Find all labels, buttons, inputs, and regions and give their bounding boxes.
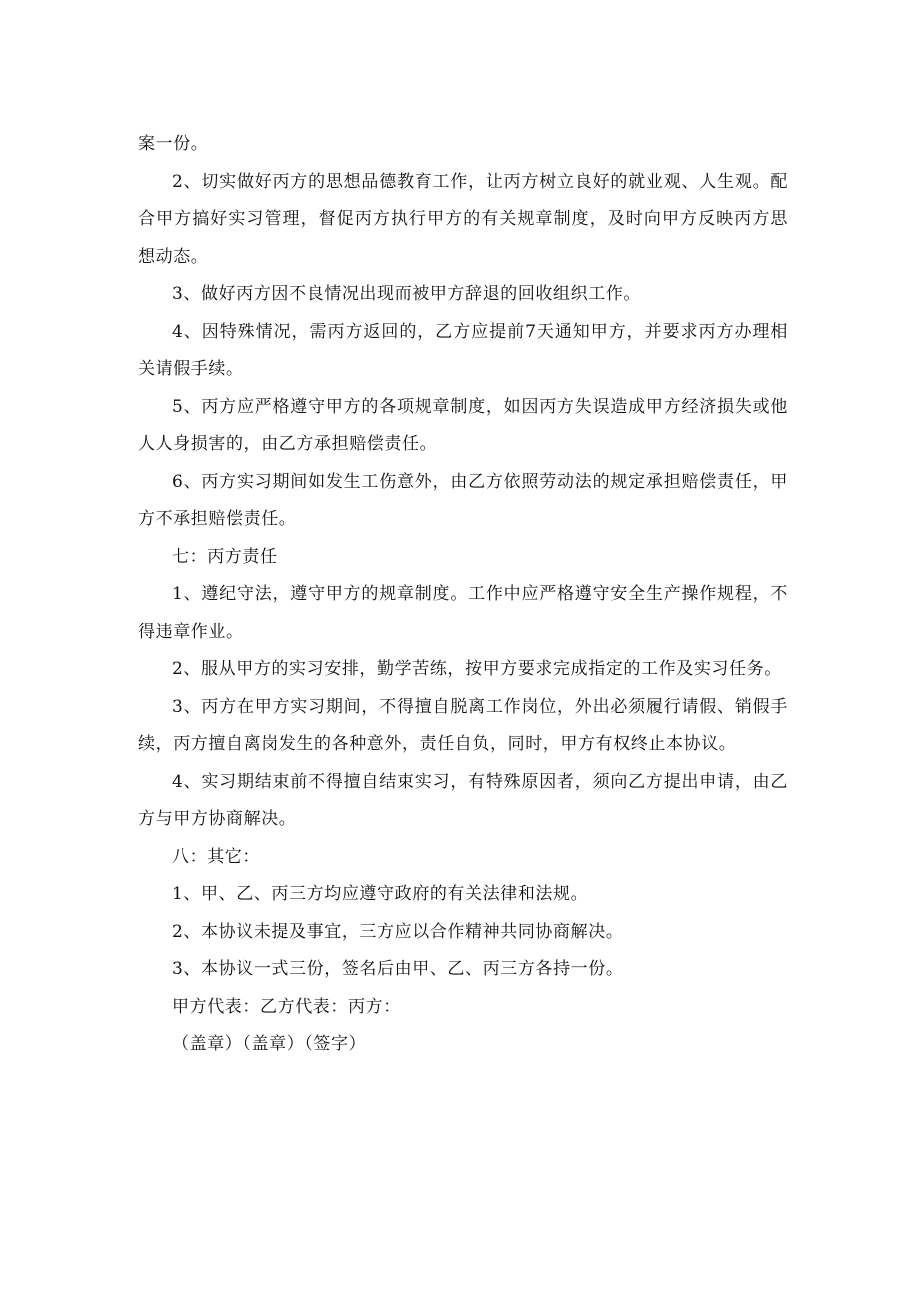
paragraph-section7-clause-3: 3、丙方在甲方实习期间，不得擅自脱离工作岗位，外出必须履行请假、销假手续，丙方擅自离岗发生的各种意外，责任自负，同时，甲方有权终止本协议。: [138, 696, 788, 754]
paragraph-continuation: 案一份。: [138, 134, 209, 154]
paragraph-section8-clause-3: 3、本协议一式三份，签名后由甲、乙、丙三方各持一份。: [172, 959, 624, 979]
section-heading-7: 七：丙方责任: [172, 546, 278, 567]
paragraph-section7-clause-4: 4、实习期结束前不得擅自结束实习，有特殊原因者，须向乙方提出申请，由乙方与甲方协商解决。: [138, 771, 788, 829]
paragraph-section8-clause-2: 2、本协议未提及事宜，三方应以合作精神共同协商解决。: [172, 921, 624, 942]
paragraph-section7-clause-2: 2、服从甲方的实习安排，勤学苦练，按甲方要求完成指定的工作及实习任务。: [172, 659, 782, 679]
paragraph-clause-3: 3、做好丙方因不良情况出现而被甲方辞退的回收组织工作。: [172, 284, 642, 304]
paragraph-clause-6: 6、丙方实习期间如发生工伤意外，由乙方依照劳动法的规定承担赔偿责任，甲方不承担赔偿责任。: [138, 471, 788, 529]
paragraph-section7-clause-1: 1、遵纪守法，遵守甲方的规章制度。工作中应严格遵守安全生产操作规程，不得违章作业。: [138, 584, 788, 642]
signature-representatives: 甲方代表：乙方代表：丙方：: [172, 996, 401, 1017]
section-heading-8: 八：其它：: [172, 846, 260, 867]
paragraph-clause-5: 5、丙方应严格遵守甲方的各项规章制度，如因丙方失误造成甲方经济损失或他人人身损害的，由乙方承担赔偿责任。: [138, 396, 788, 454]
document-body: [138, 126, 788, 1064]
paragraph-clause-2: 2、切实做好丙方的思想品德教育工作，让丙方树立良好的就业观、人生观。配合甲方搞好实习管理，督促丙方执行甲方的有关规章制度，及时向甲方反映丙方思想动态。: [138, 171, 788, 267]
paragraph-clause-4: 4、因特殊情况，需丙方返回的，乙方应提前7天通知甲方，并要求丙方办理相关请假手续。: [138, 321, 788, 379]
paragraph-section8-clause-1: 1、甲、乙、丙三方均应遵守政府的有关法律和法规。: [172, 884, 589, 904]
signature-seals: （盖章）（盖章）（签字）: [172, 1034, 367, 1054]
